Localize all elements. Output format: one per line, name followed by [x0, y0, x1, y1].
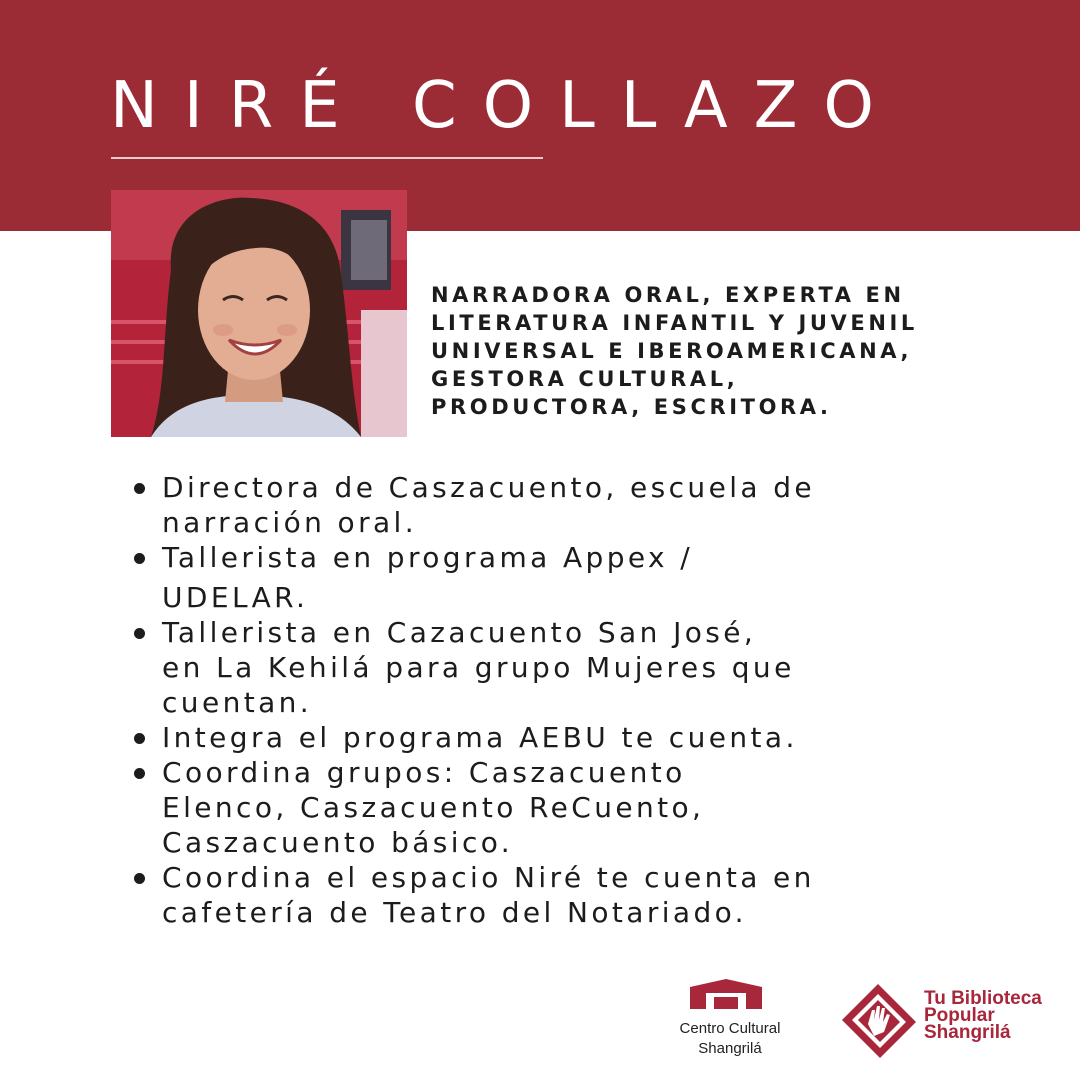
list-item-line: Caszacuento básico.	[162, 826, 514, 859]
bullet-icon	[134, 553, 145, 564]
list-item-line: Elenco, Caszacuento ReCuento,	[162, 791, 705, 824]
centro-cultural-line2: Shangrilá	[698, 1040, 762, 1057]
list-item	[132, 860, 1062, 930]
subtitle-line: LITERATURA INFANTIL Y JUVENIL	[431, 311, 918, 335]
list-item-line: narración oral.	[162, 506, 418, 539]
bullet-icon	[134, 768, 145, 779]
book-hand-icon	[838, 980, 922, 1060]
bullet-icon	[134, 483, 145, 494]
page-title: NIRÉ COLLAZO	[110, 69, 900, 143]
biblioteca-line3: Shangrilá	[924, 1022, 1011, 1043]
list-item	[132, 615, 1062, 720]
list-item-line: Coordina grupos: Caszacuento	[162, 756, 686, 789]
building-icon	[688, 977, 764, 1011]
bullet-icon	[134, 873, 145, 884]
list-item-line: en La Kehilá para grupo Mujeres que	[162, 651, 795, 684]
biblioteca-logo	[838, 980, 1068, 1060]
bullet-icon	[134, 733, 145, 744]
title-underline	[111, 157, 543, 159]
list-item-line: Integra el programa AEBU te cuenta.	[162, 721, 798, 754]
list-item-line: UDELAR.	[162, 581, 309, 614]
subtitle-description	[431, 281, 1071, 421]
centro-cultural-logo	[660, 975, 800, 1065]
subtitle-line: UNIVERSAL E IBEROAMERICANA,	[431, 339, 913, 363]
subtitle-line: PRODUCTORA, ESCRITORA.	[431, 395, 832, 419]
portrait-illustration	[111, 190, 407, 437]
subtitle-line: NARRADORA ORAL, EXPERTA EN	[431, 283, 905, 307]
list-item-line: Directora de Caszacuento, escuela de	[162, 471, 816, 504]
list-item-line: Tallerista en programa Appex /	[162, 541, 694, 574]
list-item	[132, 470, 1062, 540]
list-item	[132, 720, 1062, 755]
list-item-line: Coordina el espacio Niré te cuenta en	[162, 861, 815, 894]
list-item-line: Tallerista en Cazacuento San José,	[162, 616, 757, 649]
bullet-icon	[134, 628, 145, 639]
biblioteca-line1: Tu Biblioteca	[924, 988, 1042, 1009]
portrait-photo	[111, 190, 407, 437]
centro-cultural-line1: Centro Cultural	[679, 1020, 781, 1037]
bullet-list	[132, 470, 1062, 930]
list-item	[132, 755, 1062, 860]
subtitle-line: GESTORA CULTURAL,	[431, 367, 739, 391]
list-item-line: cuentan.	[162, 686, 313, 719]
list-item	[132, 540, 1062, 615]
biblioteca-line2: Popular	[924, 1005, 995, 1026]
list-item-line: cafetería de Teatro del Notariado.	[162, 896, 747, 929]
